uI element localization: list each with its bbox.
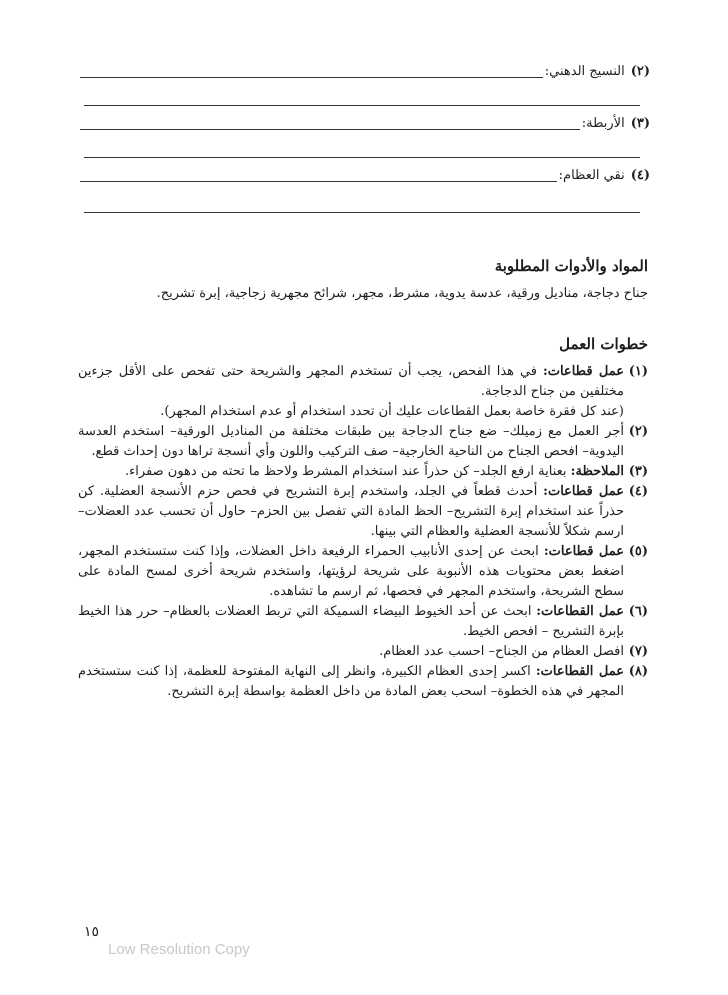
- step-keyword: عمل القطاعات:: [535, 664, 624, 679]
- answer-line[interactable]: [84, 212, 640, 213]
- step-text: أجر العمل مع زميلك– ضع جناح الدجاجة بين طبقات مختلفة من المناديل الورقية– استخدم العدسة اليدوية– افحص الجناح من الناحية الخارجية– صف التركيب واللون وأي أنسجة تراها دون إحداث قطع.: [78, 424, 624, 459]
- step-number: (٢): [628, 424, 648, 439]
- materials-heading: المواد والأدوات المطلوبة: [494, 257, 648, 275]
- watermark: Low Resolution Copy: [108, 941, 250, 958]
- materials-list: جناح دجاجة، مناديل ورقية، عدسة يدوية، مشرط، مجهر، شرائح مجهرية زجاجية، إبرة تشريح.: [156, 286, 648, 301]
- answer-line[interactable]: [84, 157, 640, 158]
- question-number: (٢): [630, 64, 650, 79]
- step-2: [78, 422, 648, 462]
- step-text: أحدث قطعاً في الجلد، واستخدم إبرة التشريح في فحص حزم الأنسجة العضلية. كن حذراً عند استخدام إبرة التشريح– الحظ المادة التي تفصل بين الحزم– حاول أن تحسب عدد العضلات– ارسم شكلاً للأنسجة العضلية والعظام التي بينها.: [78, 484, 624, 539]
- step-keyword: عمل قطاعات:: [543, 484, 624, 499]
- question-label: الأربطة:: [581, 116, 625, 131]
- step-4: [78, 482, 648, 542]
- answer-blank[interactable]: [80, 77, 543, 78]
- step-3: [78, 462, 648, 482]
- question-bone-marrow: [80, 166, 650, 186]
- step-number: (٥): [628, 544, 648, 559]
- step-1-note: (عند كل فقرة خاصة بعمل القطاعات عليك أن تحدد استخدام أو عدم استخدام المجهر).: [160, 404, 624, 419]
- step-text: ابحث عن أحد الخيوط البيضاء السميكة التي تربط العضلات بالعظام– حرر هذا الخيط بإبرة التشريح – افحص الخيط.: [78, 604, 624, 639]
- step-text: في هذا الفحص، يجب أن تستخدم المجهر والشريحة حتى تفحص على الأقل جزءين مختلفين من جناح الدجاجة.: [78, 364, 624, 399]
- page-number: ١٥: [84, 924, 100, 940]
- question-label: النسيج الدهني:: [544, 64, 625, 79]
- step-number: (٦): [628, 604, 648, 619]
- answer-line[interactable]: [84, 105, 640, 106]
- step-keyword: الملاحظة:: [570, 464, 624, 479]
- step-7: [78, 642, 648, 662]
- step-number: (٧): [628, 644, 648, 659]
- step-number: (١): [628, 364, 648, 379]
- step-number: (٤): [628, 484, 648, 499]
- step-keyword: عمل قطاعات:: [542, 364, 624, 379]
- step-text: بعناية ارفع الجلد– كن حذراً عند استخدام المشرط ولاحظ ما تحته من دهون صفراء.: [125, 464, 571, 479]
- step-text: افصل العظام من الجناح– احسب عدد العظام.: [379, 644, 624, 659]
- step-6: [78, 602, 648, 642]
- answer-blank[interactable]: [80, 129, 580, 130]
- answer-blank[interactable]: [80, 181, 557, 182]
- question-label: نقي العظام:: [558, 168, 625, 183]
- step-keyword: عمل القطاعات:: [536, 604, 624, 619]
- step-text: ابحث عن إحدى الأنابيب الحمراء الرفيعة داخل العضلات، وإذا كنت ستستخدم المجهر، اضغط بعض محتويات هذه الأنبوبة على شريحة لرؤيتها، واستخدم شريحة أخرى لمسح المادة على سطح الشريحة، واستخدم المجهر في فحصها، ثم ارسم ما تشاهده.: [78, 544, 624, 599]
- step-number: (٣): [628, 464, 648, 479]
- question-number: (٣): [630, 116, 650, 131]
- procedure-steps: [78, 362, 648, 702]
- step-1: [78, 362, 648, 402]
- step-5: [78, 542, 648, 602]
- procedure-heading: خطوات العمل: [559, 335, 648, 353]
- question-ligaments: [80, 114, 650, 134]
- question-number: (٤): [630, 168, 650, 183]
- step-number: (٨): [628, 664, 648, 679]
- step-text: اكسر إحدى العظام الكبيرة، وانظر إلى النهاية المفتوحة للعظمة، إذا كنت ستستخدم المجهر في هذه الخطوة– اسحب بعض المادة من داخل العظمة بواسطة إبرة التشريح.: [78, 664, 624, 699]
- step-keyword: عمل قطاعات:: [543, 544, 624, 559]
- step-8: [78, 662, 648, 702]
- question-adipose: [80, 62, 650, 82]
